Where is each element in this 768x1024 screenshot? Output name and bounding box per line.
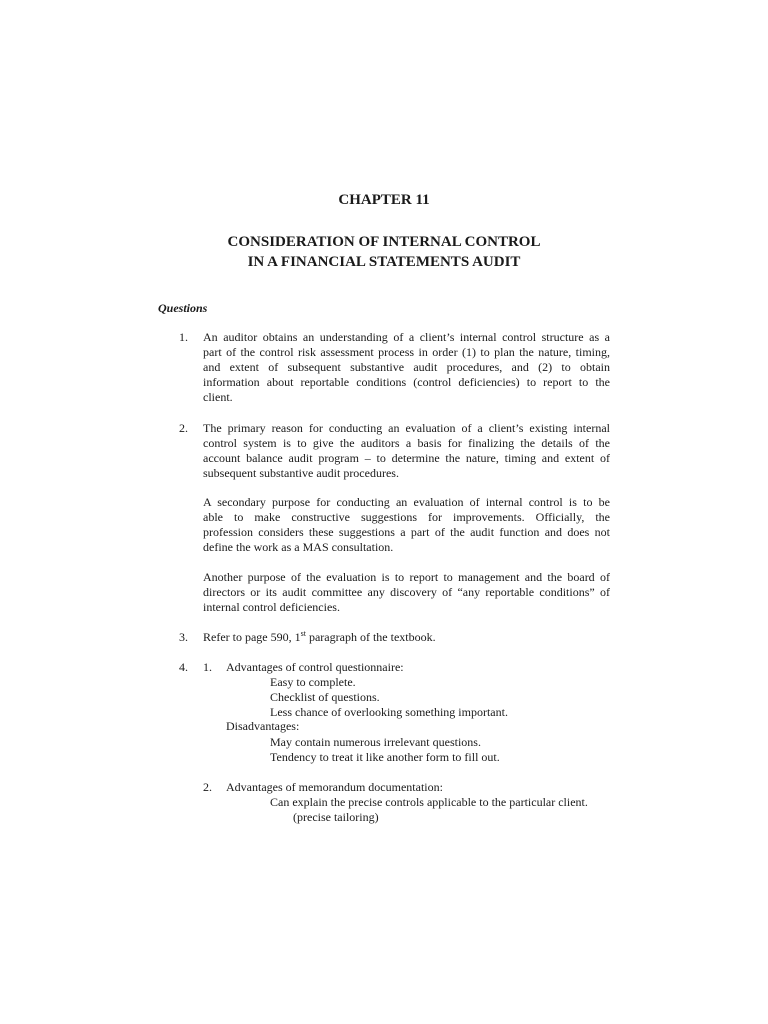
- list-item: Tendency to treat it like another form to fill out.: [270, 750, 500, 764]
- advantages-label: Advantages of memorandum documentation:: [226, 780, 443, 794]
- paragraph-line: directors or its audit committee any discovery of “any reportable conditions” of: [203, 585, 610, 599]
- question-paragraph: [203, 330, 610, 405]
- chapter-heading: CHAPTER 11: [338, 192, 430, 208]
- paragraph-line: profession considers these suggestions a part of the audit function and does not: [203, 525, 610, 539]
- question-number: 1.: [179, 330, 188, 344]
- chapter-title-line-2: IN A FINANCIAL STATEMENTS AUDIT: [247, 254, 521, 270]
- subitem-number: 1.: [203, 660, 212, 674]
- question-number: 4.: [179, 660, 188, 674]
- paragraph-line: Another purpose of the evaluation is to report to management and the board of: [203, 570, 610, 584]
- question-text-part: Refer to page 590, 1: [203, 630, 301, 644]
- section-heading: Questions: [158, 301, 208, 315]
- paragraph-line: able to make constructive suggestions for improvements. Officially, the: [203, 510, 610, 524]
- paragraph-line: An auditor obtains an understanding of a client’s internal control structure as a: [203, 330, 610, 344]
- question-number: 2.: [179, 421, 188, 435]
- advantages-label: Advantages of control questionnaire:: [226, 660, 404, 674]
- question-paragraph: [203, 495, 610, 555]
- subitem-number: 2.: [203, 780, 212, 794]
- list-item: Checklist of questions.: [270, 690, 380, 704]
- paragraph-line: A secondary purpose for conducting an evaluation of internal control is to be: [203, 495, 610, 509]
- question-paragraph: [203, 421, 610, 481]
- list-item: Can explain the precise controls applicable to the particular client.: [270, 795, 588, 809]
- question-paragraph: [203, 570, 610, 615]
- paragraph-line: internal control deficiencies.: [203, 600, 340, 614]
- question-number: 3.: [179, 630, 188, 644]
- paragraph-line: The primary reason for conducting an evaluation of a client’s existing internal: [203, 421, 610, 435]
- disadvantages-label: Disadvantages:: [226, 719, 300, 733]
- chapter-title-line-1: CONSIDERATION OF INTERNAL CONTROL: [227, 234, 541, 250]
- paragraph-line: define the work as a MAS consultation.: [203, 540, 394, 554]
- paragraph-line: control system is to give the auditors a basis for finalizing the details of the: [203, 436, 610, 450]
- question-text: [203, 630, 436, 645]
- list-item: Easy to complete.: [270, 675, 356, 689]
- superscript: st: [300, 629, 306, 638]
- list-item: Less chance of overlooking something important.: [270, 705, 508, 719]
- paragraph-line: information about reportable conditions (control deficiencies) to report to the: [203, 375, 610, 389]
- list-item-note: (precise tailoring): [293, 810, 379, 824]
- paragraph-line: part of the control risk assessment process in order (1) to plan the nature, timing,: [203, 345, 610, 359]
- chapter-title: [0, 232, 768, 272]
- paragraph-line: account balance audit program – to determine the nature, timing and extent of: [203, 451, 610, 465]
- list-item: May contain numerous irrelevant questions.: [270, 735, 481, 749]
- paragraph-line: and extent of subsequent substantive audit procedures, and (2) to obtain: [203, 360, 610, 374]
- paragraph-line: client.: [203, 390, 233, 404]
- paragraph-line: subsequent substantive audit procedures.: [203, 466, 399, 480]
- question-text-part: paragraph of the textbook.: [305, 630, 436, 644]
